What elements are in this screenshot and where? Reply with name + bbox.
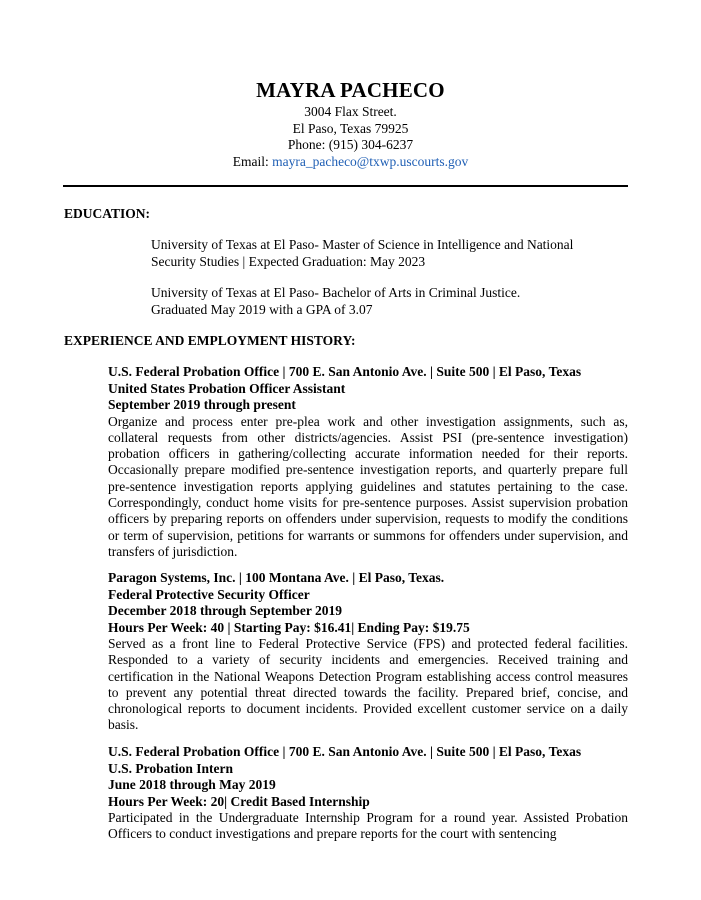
education-detail-line: Security Studies | Expected Graduation: May 2023 [151, 253, 426, 269]
email-line [0, 154, 701, 171]
education-entry [151, 285, 621, 318]
job-employer: U.S. Federal Probation Office | 700 E. San Antonio Ave. | Suite 500 | El Paso, Texas [108, 364, 582, 379]
education-detail-line: Graduated May 2019 with a GPA of 3.07 [151, 301, 373, 317]
applicant-name: MAYRA PACHECO [256, 78, 445, 102]
header-divider [63, 185, 628, 187]
job-entry [108, 364, 628, 560]
job-dates: June 2018 through May 2019 [108, 777, 276, 792]
job-hours-pay: Hours Per Week: 20| Credit Based Internship [108, 793, 370, 809]
experience-heading: EXPERIENCE AND EMPLOYMENT HISTORY: [64, 333, 356, 348]
job-position: U.S. Probation Intern [108, 760, 234, 776]
email-link[interactable]: mayra_pacheco@txwp.uscourts.gov [272, 153, 469, 169]
job-employer: Paragon Systems, Inc. | 100 Montana Ave. | El Paso, Texas. [108, 570, 445, 585]
resume-header [0, 76, 701, 170]
job-position: United States Probation Officer Assistant [108, 380, 346, 396]
email-label: Email: [232, 153, 273, 169]
education-degree-line: University of Texas at El Paso- Master of Science in Intelligence and National [151, 237, 574, 252]
education-heading: EDUCATION: [64, 206, 151, 221]
street-address: 3004 Flax Street. [304, 104, 397, 119]
job-description: Participated in the Undergraduate Internship Program for a round year. Assisted Probation Officers to conduct investigations and prepare reports for the court with sentencing [108, 810, 628, 842]
job-description: Organize and process enter pre-plea work and other investigation assignments, such as, collateral requests from other districts/agencies. Assist PSI (pre-sentence investigation) probation officers in gathering/collecting accurate information needed for their reports. Occasionally prepare modified pre-sentence investigation reports, and quarterly prepare full pre-sentence investigation reports applying guidelines and statutes pertaining to the case. Correspondingly, conduct home visits for pre-sentence purposes. Assist supervision probation officers by preparing reports on offenders under supervision, requests to modify the conditions or term of supervision, petitions for warrants or summons for offenders under supervision, and transfers of jurisdiction. [108, 413, 628, 559]
job-dates: September 2019 through present [108, 397, 296, 412]
phone-number: Phone: (915) 304-6237 [287, 137, 414, 152]
job-description: Served as a front line to Federal Protective Service (FPS) and protected federal facilities. Responded to a variety of security incidents and emergencies. Received training and certification in the National Weapons Detection Program establishing access control measures to prevent any potential threat directed towards the facility. Prepared brief, concise, and chronological reports to document incidents. Provided excellent customer service on a daily basis. [108, 636, 628, 733]
job-entry [108, 744, 628, 843]
job-position: Federal Protective Security Officer [108, 586, 310, 602]
education-degree-line: University of Texas at El Paso- Bachelor of Arts in Criminal Justice. [151, 285, 521, 300]
job-hours-pay: Hours Per Week: 40 | Starting Pay: $16.41| Ending Pay: $19.75 [108, 619, 470, 635]
city-state-zip: El Paso, Texas 79925 [292, 120, 409, 136]
job-employer: U.S. Federal Probation Office | 700 E. San Antonio Ave. | Suite 500 | El Paso, Texas [108, 744, 582, 759]
education-entry [151, 237, 621, 270]
job-dates: December 2018 through September 2019 [108, 603, 342, 618]
job-entry [108, 570, 628, 734]
